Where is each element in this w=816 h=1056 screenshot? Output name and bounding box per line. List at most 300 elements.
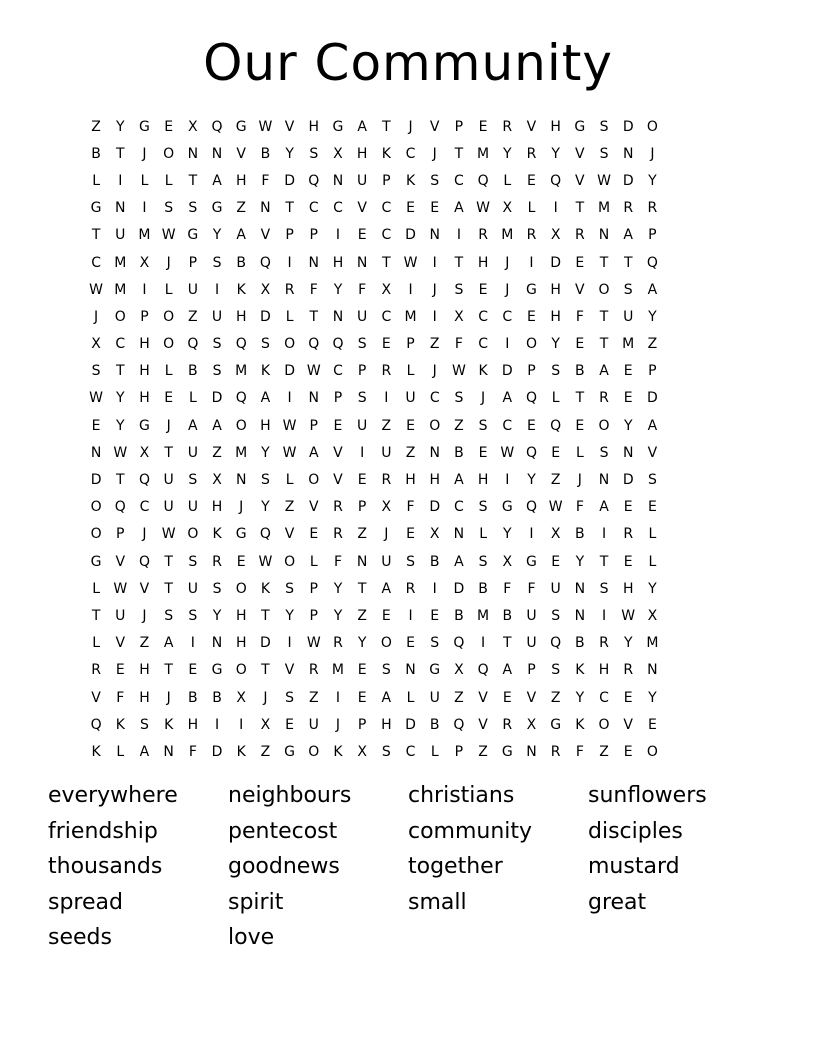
grid-letter: I bbox=[360, 444, 365, 461]
grid-letter: L bbox=[188, 390, 197, 407]
grid-letter: A bbox=[647, 281, 658, 298]
grid-letter: G bbox=[526, 281, 537, 298]
grid-letter: E bbox=[406, 526, 415, 543]
grid-letter: Z bbox=[550, 472, 561, 489]
grid-letter: V bbox=[284, 662, 295, 679]
grid-letter: T bbox=[454, 145, 464, 162]
grid-letter: F bbox=[188, 743, 197, 760]
grid-letter: M bbox=[646, 635, 659, 652]
grid-letter: P bbox=[357, 363, 367, 380]
grid-row bbox=[84, 276, 665, 303]
grid-letter: P bbox=[116, 526, 125, 543]
grid-letter: J bbox=[142, 526, 147, 543]
grid-letter: U bbox=[163, 499, 174, 516]
grid-letter: S bbox=[188, 553, 198, 570]
grid-letter: P bbox=[309, 580, 318, 597]
grid-letter: I bbox=[190, 635, 195, 652]
grid-letter: S bbox=[478, 417, 488, 434]
grid-letter: T bbox=[261, 662, 270, 679]
grid-letter: K bbox=[212, 526, 222, 543]
grid-letter: Y bbox=[285, 145, 294, 162]
grid-letter: G bbox=[235, 118, 247, 135]
grid-letter: Q bbox=[308, 172, 320, 189]
grid-letter: X bbox=[550, 227, 561, 244]
grid-letter: L bbox=[92, 580, 100, 597]
grid-letter: L bbox=[164, 172, 173, 189]
grid-letter: W bbox=[161, 526, 176, 543]
grid-letter: U bbox=[308, 716, 319, 733]
grid-letter: U bbox=[187, 580, 198, 597]
grid-letter: U bbox=[526, 635, 537, 652]
grid-letter: M bbox=[114, 254, 127, 271]
grid-letter: D bbox=[211, 390, 223, 407]
grid-letter: U bbox=[115, 607, 126, 624]
grid-letter: F bbox=[527, 580, 536, 597]
grid-letter: Y bbox=[116, 118, 125, 135]
grid-letter: W bbox=[89, 390, 104, 407]
grid-letter: N bbox=[622, 145, 634, 162]
grid-letter: T bbox=[599, 336, 609, 353]
grid-letter: W bbox=[161, 227, 176, 244]
grid-letter: H bbox=[211, 499, 223, 516]
grid-letter: V bbox=[260, 227, 271, 244]
grid-letter: V bbox=[623, 716, 633, 733]
grid-letter: N bbox=[211, 635, 223, 652]
word-bank-item: small bbox=[408, 889, 467, 915]
grid-letter: I bbox=[553, 200, 558, 217]
grid-letter: P bbox=[309, 607, 318, 624]
grid-letter: U bbox=[187, 444, 198, 461]
grid-letter: Y bbox=[116, 417, 125, 434]
grid-letter: Q bbox=[332, 336, 344, 353]
grid-letter: N bbox=[453, 526, 465, 543]
grid-letter: I bbox=[287, 390, 292, 407]
grid-letter: N bbox=[429, 227, 440, 244]
grid-letter: C bbox=[502, 417, 513, 434]
grid-letter: Z bbox=[260, 743, 271, 760]
grid-letter: O bbox=[308, 743, 320, 760]
grid-letter: B bbox=[188, 689, 198, 706]
grid-letter: K bbox=[575, 716, 585, 733]
grid-row bbox=[84, 711, 665, 738]
grid-letter: G bbox=[211, 200, 223, 217]
grid-letter: S bbox=[381, 662, 391, 679]
grid-letter: E bbox=[502, 689, 512, 706]
grid-letter: K bbox=[405, 172, 416, 189]
grid-letter: K bbox=[333, 743, 343, 760]
grid-letter: Z bbox=[308, 689, 319, 706]
grid-letter: E bbox=[285, 716, 295, 733]
grid-letter: E bbox=[647, 716, 657, 733]
grid-letter: N bbox=[308, 390, 320, 407]
grid-letter: L bbox=[309, 553, 318, 570]
grid-letter: Q bbox=[550, 417, 562, 434]
grid-letter: C bbox=[405, 743, 416, 760]
grid-letter: G bbox=[501, 499, 513, 516]
grid-letter: G bbox=[139, 417, 150, 434]
grid-letter: P bbox=[357, 499, 367, 516]
grid-letter: V bbox=[357, 200, 367, 217]
grid-letter: T bbox=[599, 254, 609, 271]
grid-letter: E bbox=[647, 499, 657, 516]
grid-letter: E bbox=[406, 635, 415, 652]
grid-letter: D bbox=[90, 472, 102, 489]
grid-letter: X bbox=[260, 281, 271, 298]
grid-letter: Y bbox=[648, 580, 657, 597]
grid-letter: P bbox=[382, 172, 391, 189]
grid-letter: S bbox=[430, 635, 440, 652]
grid-letter: R bbox=[405, 580, 416, 597]
grid-letter: T bbox=[164, 662, 173, 679]
grid-letter: Y bbox=[648, 689, 657, 706]
grid-letter: A bbox=[260, 390, 271, 407]
grid-letter: P bbox=[333, 390, 343, 407]
grid-letter: O bbox=[284, 336, 296, 353]
grid-letter: V bbox=[284, 526, 295, 543]
grid-letter: T bbox=[91, 227, 101, 244]
grid-letter: N bbox=[356, 553, 368, 570]
grid-letter: A bbox=[212, 172, 222, 189]
grid-letter: Y bbox=[212, 227, 222, 244]
grid-letter: Q bbox=[525, 390, 537, 407]
word-bank-item: sunflowers bbox=[588, 783, 707, 808]
grid-letter: C bbox=[308, 200, 319, 217]
grid-letter: V bbox=[115, 635, 126, 652]
grid-letter: S bbox=[647, 472, 657, 489]
grid-letter: C bbox=[502, 308, 513, 325]
grid-letter: Y bbox=[527, 472, 536, 489]
grid-letter: R bbox=[333, 499, 343, 516]
grid-letter: N bbox=[308, 254, 320, 271]
grid-letter: A bbox=[647, 417, 658, 434]
grid-letter: M bbox=[404, 308, 417, 325]
grid-row bbox=[84, 222, 665, 249]
grid-letter: W bbox=[282, 417, 297, 434]
word-bank-item: mustard bbox=[588, 854, 680, 880]
grid-letter: D bbox=[647, 390, 658, 407]
grid-letter: N bbox=[574, 607, 586, 624]
grid-letter: P bbox=[527, 363, 536, 380]
grid-letter: Q bbox=[453, 716, 465, 733]
grid-letter: W bbox=[403, 254, 418, 271]
grid-letter: S bbox=[212, 254, 222, 271]
grid-letter: N bbox=[90, 444, 102, 461]
grid-letter: S bbox=[260, 336, 270, 353]
grid-letter: I bbox=[529, 526, 534, 543]
word-bank-item: love bbox=[228, 925, 275, 951]
grid-letter: Z bbox=[429, 336, 440, 353]
grid-letter: Z bbox=[284, 499, 295, 516]
grid-letter: C bbox=[139, 499, 150, 516]
grid-letter: N bbox=[356, 254, 368, 271]
grid-letter: E bbox=[551, 553, 561, 570]
grid-letter: H bbox=[139, 363, 150, 380]
grid-letter: O bbox=[235, 662, 247, 679]
grid-letter: X bbox=[260, 716, 271, 733]
grid-letter: E bbox=[357, 227, 367, 244]
grid-letter: Q bbox=[235, 336, 247, 353]
grid-letter: V bbox=[91, 689, 101, 706]
grid-letter: A bbox=[454, 200, 464, 217]
grid-letter: K bbox=[164, 716, 174, 733]
grid-letter: Z bbox=[454, 417, 464, 434]
grid-letter: Y bbox=[261, 499, 270, 516]
grid-row bbox=[84, 412, 665, 439]
grid-letter: V bbox=[139, 580, 150, 597]
grid-row bbox=[84, 331, 665, 358]
grid-letter: I bbox=[408, 607, 413, 624]
grid-letter: Y bbox=[116, 390, 125, 407]
grid-letter: I bbox=[214, 716, 220, 733]
grid-letter: F bbox=[309, 281, 318, 298]
grid-letter: X bbox=[454, 308, 464, 325]
grid-row bbox=[84, 140, 665, 167]
grid-letter: L bbox=[575, 444, 584, 461]
grid-letter: Z bbox=[478, 743, 488, 760]
grid-row bbox=[84, 439, 665, 466]
grid-letter: L bbox=[479, 526, 487, 543]
grid-letter: I bbox=[432, 580, 437, 597]
grid-letter: T bbox=[599, 308, 609, 325]
grid-letter: C bbox=[405, 145, 416, 162]
grid-letter: T bbox=[116, 363, 125, 380]
word-bank-item: together bbox=[408, 854, 503, 880]
grid-letter: Q bbox=[259, 526, 271, 543]
grid-letter: W bbox=[500, 444, 515, 461]
grid-letter: O bbox=[187, 526, 199, 543]
grid-letter: J bbox=[335, 716, 341, 733]
grid-letter: R bbox=[502, 716, 513, 733]
grid-letter: D bbox=[284, 363, 295, 380]
grid-letter: O bbox=[90, 526, 102, 543]
grid-letter: B bbox=[575, 526, 585, 543]
grid-letter: J bbox=[239, 499, 244, 516]
grid-letter: V bbox=[478, 689, 488, 706]
grid-letter: J bbox=[166, 417, 171, 434]
grid-letter: B bbox=[429, 553, 440, 570]
grid-letter: E bbox=[430, 200, 440, 217]
word-bank-item: pentecost bbox=[228, 818, 338, 844]
grid-letter: S bbox=[551, 662, 561, 679]
grid-letter: P bbox=[527, 662, 536, 679]
grid-row bbox=[84, 303, 665, 330]
grid-letter: S bbox=[188, 200, 198, 217]
grid-letter: A bbox=[502, 390, 513, 407]
grid-letter: X bbox=[502, 200, 513, 217]
grid-letter: S bbox=[623, 281, 633, 298]
grid-letter: D bbox=[260, 308, 271, 325]
grid-letter: Y bbox=[551, 145, 560, 162]
grid-letter: C bbox=[429, 390, 440, 407]
grid-letter: W bbox=[306, 635, 321, 652]
grid-letter: V bbox=[333, 472, 343, 489]
grid-letter: R bbox=[623, 200, 634, 217]
grid-letter: I bbox=[505, 336, 510, 353]
word-bank-item: friendship bbox=[48, 818, 158, 844]
grid-letter: H bbox=[332, 254, 344, 271]
grid-letter: E bbox=[357, 662, 367, 679]
grid-letter: E bbox=[551, 444, 561, 461]
grid-letter: C bbox=[454, 499, 464, 516]
grid-letter: W bbox=[113, 444, 128, 461]
grid-letter: A bbox=[212, 417, 222, 434]
grid-letter: B bbox=[212, 689, 222, 706]
word-bank-item: neighbours bbox=[228, 783, 352, 808]
grid-letter: Y bbox=[551, 336, 560, 353]
grid-letter: S bbox=[164, 607, 174, 624]
grid-row bbox=[84, 630, 665, 657]
grid-letter: R bbox=[574, 227, 585, 244]
grid-letter: R bbox=[623, 662, 634, 679]
grid-letter: G bbox=[284, 743, 296, 760]
grid-letter: Z bbox=[550, 689, 561, 706]
grid-letter: R bbox=[478, 227, 488, 244]
grid-letter: H bbox=[139, 336, 150, 353]
grid-letter: O bbox=[308, 472, 320, 489]
grid-letter: E bbox=[381, 607, 391, 624]
grid-letter: C bbox=[478, 308, 488, 325]
grid-letter: S bbox=[212, 336, 222, 353]
grid-letter: N bbox=[574, 580, 586, 597]
grid-letter: H bbox=[429, 472, 440, 489]
grid-letter: K bbox=[260, 363, 270, 380]
grid-letter: K bbox=[478, 363, 488, 380]
grid-letter: M bbox=[138, 227, 151, 244]
grid-letter: E bbox=[236, 553, 246, 570]
grid-letter: L bbox=[92, 172, 100, 189]
grid-letter: N bbox=[647, 662, 658, 679]
grid-letter: E bbox=[164, 390, 174, 407]
grid-letter: G bbox=[550, 716, 562, 733]
grid-letter: Y bbox=[623, 635, 633, 652]
grid-letter: T bbox=[382, 254, 391, 271]
grid-letter: C bbox=[381, 308, 392, 325]
grid-letter: R bbox=[308, 662, 319, 679]
grid-row bbox=[84, 738, 665, 765]
grid-letter: K bbox=[91, 743, 101, 760]
grid-letter: H bbox=[381, 716, 392, 733]
grid-letter: S bbox=[212, 363, 222, 380]
grid-letter: Q bbox=[525, 444, 537, 461]
grid-letter: Q bbox=[646, 254, 658, 271]
grid-letter: H bbox=[139, 689, 150, 706]
grid-letter: Q bbox=[550, 635, 562, 652]
grid-letter: U bbox=[550, 580, 561, 597]
grid-letter: L bbox=[648, 553, 657, 570]
grid-letter: I bbox=[142, 281, 147, 298]
grid-letter: L bbox=[430, 743, 439, 760]
grid-letter: O bbox=[380, 635, 392, 652]
grid-letter: I bbox=[335, 689, 341, 706]
grid-letter: R bbox=[502, 118, 513, 135]
grid-letter: L bbox=[164, 363, 173, 380]
grid-row bbox=[84, 385, 665, 412]
grid-letter: N bbox=[187, 145, 199, 162]
grid-letter: G bbox=[429, 662, 441, 679]
grid-letter: E bbox=[164, 118, 174, 135]
grid-letter: O bbox=[525, 336, 537, 353]
word-bank-item: spirit bbox=[228, 889, 284, 915]
grid-letter: B bbox=[575, 635, 585, 652]
grid-letter: H bbox=[235, 172, 247, 189]
grid-letter: R bbox=[333, 526, 343, 543]
word-bank-item: great bbox=[588, 889, 647, 915]
grid-letter: O bbox=[163, 308, 175, 325]
grid-letter: B bbox=[502, 607, 513, 624]
grid-letter: S bbox=[212, 580, 222, 597]
grid-letter: Q bbox=[453, 635, 465, 652]
grid-row bbox=[84, 249, 665, 276]
grid-letter: S bbox=[91, 363, 101, 380]
grid-letter: S bbox=[381, 743, 391, 760]
grid-letter: Q bbox=[550, 172, 562, 189]
grid-letter: E bbox=[333, 417, 343, 434]
grid-letter: N bbox=[429, 444, 440, 461]
grid-letter: Y bbox=[333, 281, 343, 298]
grid-row bbox=[84, 167, 665, 194]
grid-letter: S bbox=[478, 499, 488, 516]
grid-letter: S bbox=[188, 472, 198, 489]
grid-letter: I bbox=[601, 607, 607, 624]
grid-letter: B bbox=[454, 607, 464, 624]
grid-letter: Y bbox=[575, 553, 585, 570]
grid-letter: E bbox=[430, 607, 440, 624]
grid-letter: U bbox=[381, 553, 392, 570]
grid-letter: E bbox=[527, 417, 536, 434]
grid-letter: O bbox=[114, 308, 126, 325]
grid-letter: V bbox=[575, 281, 585, 298]
grid-letter: E bbox=[575, 417, 585, 434]
grid-letter: E bbox=[527, 172, 536, 189]
grid-letter: A bbox=[139, 743, 150, 760]
grid-letter: Y bbox=[357, 635, 367, 652]
grid-letter: A bbox=[599, 499, 609, 516]
grid-letter: I bbox=[408, 281, 413, 298]
grid-letter: T bbox=[309, 308, 319, 325]
grid-letter: S bbox=[357, 336, 367, 353]
grid-letter: Q bbox=[211, 118, 223, 135]
grid-letter: T bbox=[382, 118, 391, 135]
grid-letter: T bbox=[116, 472, 125, 489]
grid-letter: K bbox=[381, 145, 391, 162]
grid-letter: M bbox=[477, 607, 490, 624]
grid-letter: S bbox=[309, 145, 319, 162]
grid-letter: C bbox=[91, 254, 101, 271]
grid-letter: N bbox=[260, 200, 271, 217]
grid-letter: D bbox=[260, 635, 271, 652]
grid-letter: T bbox=[116, 145, 125, 162]
grid-letter: P bbox=[140, 308, 149, 325]
grid-letter: K bbox=[115, 716, 125, 733]
grid-letter: S bbox=[599, 444, 609, 461]
grid-letter: Z bbox=[236, 200, 247, 217]
word-bank-item: disciples bbox=[588, 818, 683, 844]
grid-letter: I bbox=[287, 635, 292, 652]
grid-letter: Q bbox=[138, 553, 150, 570]
grid-letter: I bbox=[335, 227, 341, 244]
grid-letter: E bbox=[623, 743, 633, 760]
grid-letter: L bbox=[164, 281, 173, 298]
grid-letter: A bbox=[454, 472, 464, 489]
grid-letter: Q bbox=[477, 662, 489, 679]
grid-letter: G bbox=[139, 118, 150, 135]
grid-letter: R bbox=[623, 526, 634, 543]
grid-letter: T bbox=[599, 553, 609, 570]
grid-letter: X bbox=[357, 743, 367, 760]
grid-letter: R bbox=[381, 472, 392, 489]
grid-letter: E bbox=[188, 662, 198, 679]
grid-letter: U bbox=[357, 417, 368, 434]
